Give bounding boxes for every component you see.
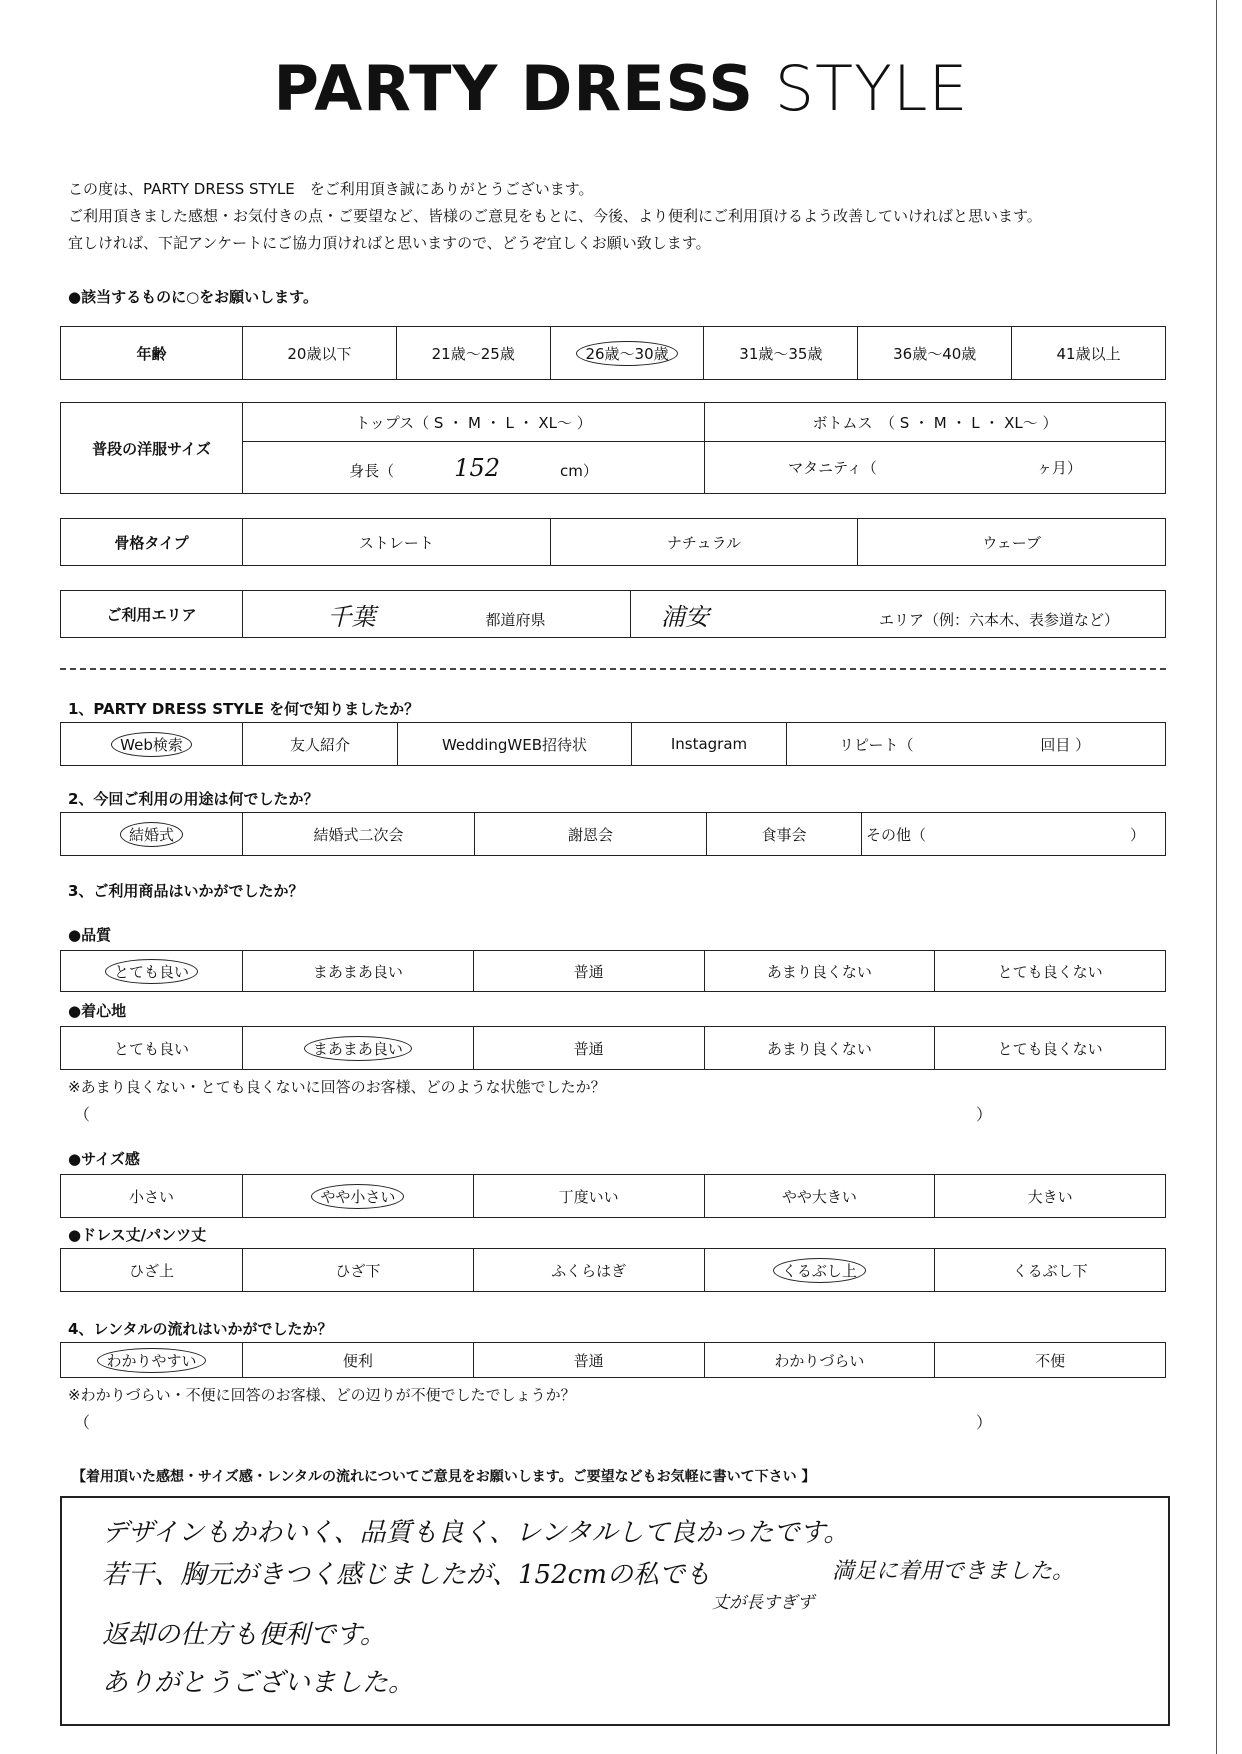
q4-table bbox=[60, 1342, 1166, 1378]
bottoms-size[interactable]: ボトムス （ S ・ M ・ L ・ XL～ ） bbox=[705, 403, 1166, 442]
q1-title: 1、PARTY DRESS STYLE を何で知りましたか？ bbox=[68, 700, 420, 718]
comfort-option[interactable]: とても良い bbox=[61, 1027, 243, 1070]
size-table bbox=[60, 402, 1166, 494]
age-label: 年齢 bbox=[61, 327, 243, 380]
quality-option[interactable]: あまり良くない bbox=[704, 951, 935, 992]
q1-repeat-count[interactable]: 回目 ） bbox=[966, 723, 1166, 766]
comment-box[interactable] bbox=[60, 1496, 1170, 1726]
frame-option[interactable]: ストレート bbox=[243, 519, 551, 566]
quality-option[interactable]: まあまあ良い bbox=[243, 951, 474, 992]
instruction: ●該当するものに○をお願いします。 bbox=[68, 288, 318, 306]
maternity-field[interactable]: マタニティ（ ヶ月） bbox=[705, 442, 1166, 494]
age-option[interactable]: 36歳～40歳 bbox=[858, 327, 1012, 380]
length-option-selected[interactable]: くるぶし上 bbox=[704, 1249, 935, 1292]
age-option-selected[interactable]: 26歳～30歳 bbox=[550, 327, 704, 380]
q2-option-other[interactable]: その他（ bbox=[862, 813, 1012, 856]
frame-option[interactable]: ウェーブ bbox=[858, 519, 1166, 566]
q2-option-selected[interactable]: 結婚式 bbox=[61, 813, 243, 856]
section-divider bbox=[60, 668, 1166, 670]
quality-option[interactable]: とても良くない bbox=[935, 951, 1166, 992]
frame-table bbox=[60, 518, 1166, 566]
quality-option[interactable]: 普通 bbox=[473, 951, 704, 992]
fit-label: ●サイズ感 bbox=[68, 1150, 140, 1168]
age-table bbox=[60, 326, 1166, 380]
q2-option[interactable]: 謝恩会 bbox=[475, 813, 707, 856]
comment-title: 【着用頂いた感想・サイズ感・レンタルの流れについてご意見をお願いします。ご要望などもお気軽に書いて下さい 】 bbox=[72, 1469, 816, 1485]
quality-option-selected[interactable]: とても良い bbox=[61, 951, 243, 992]
tops-size[interactable]: トップス（ S ・ M ・ L ・ XL～ ） bbox=[243, 403, 705, 442]
comment-line-3: 返却の仕方も便利です。 bbox=[102, 1620, 386, 1650]
fit-table bbox=[60, 1174, 1166, 1218]
q1-option-selected[interactable]: Web検索 bbox=[61, 723, 243, 766]
q1-table bbox=[60, 722, 1166, 766]
q3-title: 3、ご利用商品はいかがでしたか？ bbox=[68, 882, 304, 900]
quality-label: ●品質 bbox=[68, 926, 112, 944]
fit-option[interactable]: 小さい bbox=[61, 1175, 243, 1218]
q1-option[interactable]: 友人紹介 bbox=[243, 723, 398, 766]
q4-option[interactable]: わかりづらい bbox=[704, 1343, 935, 1378]
fit-option[interactable]: 丁度いい bbox=[473, 1175, 704, 1218]
area-field[interactable]: 浦安 エリア（例：六本木、表参道など） bbox=[631, 591, 1166, 638]
quality-table bbox=[60, 950, 1166, 992]
comment-insertion: 丈が長すぎず bbox=[712, 1593, 814, 1613]
frame-label: 骨格タイプ bbox=[61, 519, 243, 566]
q4-option[interactable]: 不便 bbox=[935, 1343, 1166, 1378]
length-label: ●ドレス丈/パンツ丈 bbox=[68, 1226, 207, 1244]
q2-option[interactable]: 食事会 bbox=[707, 813, 862, 856]
length-option[interactable]: くるぶし下 bbox=[935, 1249, 1166, 1292]
length-option[interactable]: ひざ上 bbox=[61, 1249, 243, 1292]
q4-answer-open: （ bbox=[74, 1413, 91, 1432]
q2-table bbox=[60, 812, 1166, 856]
age-option[interactable]: 41歳以上 bbox=[1012, 327, 1166, 380]
size-label: 普段の洋服サイズ bbox=[61, 403, 243, 494]
length-table bbox=[60, 1248, 1166, 1292]
intro-line-1: この度は、PARTY DRESS STYLE をご利用頂き誠にありがとうございます。 bbox=[68, 180, 594, 198]
q4-answer-close: ） bbox=[976, 1413, 993, 1432]
comfort-table bbox=[60, 1026, 1166, 1070]
intro-line-3: 宜しければ、下記アンケートにご協力頂ければと思いますので、どうぞ宜しくお願い致します。 bbox=[68, 234, 711, 252]
fit-option[interactable]: やや大きい bbox=[704, 1175, 935, 1218]
frame-option[interactable]: ナチュラル bbox=[550, 519, 858, 566]
q4-option[interactable]: 便利 bbox=[243, 1343, 474, 1378]
fit-option-selected[interactable]: やや小さい bbox=[243, 1175, 474, 1218]
q2-other-close[interactable]: ） bbox=[1012, 813, 1166, 856]
length-option[interactable]: ひざ下 bbox=[243, 1249, 474, 1292]
age-option[interactable]: 21歳～25歳 bbox=[396, 327, 550, 380]
comfort-option[interactable]: あまり良くない bbox=[704, 1027, 935, 1070]
q1-option[interactable]: WeddingWEB招待状 bbox=[398, 723, 632, 766]
q4-option-selected[interactable]: わかりやすい bbox=[61, 1343, 243, 1378]
age-option[interactable]: 31歳～35歳 bbox=[704, 327, 858, 380]
q1-option-repeat[interactable]: リピート（ bbox=[787, 723, 966, 766]
comfort-label: ●着心地 bbox=[68, 1002, 127, 1020]
prefecture-field[interactable]: 千葉 都道府県 bbox=[243, 591, 631, 638]
q2-title: 2、今回ご利用の用途は何でしたか？ bbox=[68, 790, 319, 808]
fit-option[interactable]: 大きい bbox=[935, 1175, 1166, 1218]
q4-title: 4、レンタルの流れはいかがでしたか？ bbox=[68, 1320, 333, 1338]
q4-option[interactable]: 普通 bbox=[473, 1343, 704, 1378]
intro-line-2: ご利用頂きました感想・お気付きの点・ご要望など、皆様のご意見をもとに、今後、より便利にご利用頂けるよう改善していければと思います。 bbox=[68, 207, 1042, 225]
area-table bbox=[60, 590, 1166, 638]
comfort-option[interactable]: とても良くない bbox=[935, 1027, 1166, 1070]
comment-line-1: デザインもかわいく、品質も良く、レンタルして良かったです。 bbox=[102, 1518, 850, 1548]
comfort-option-selected[interactable]: まあまあ良い bbox=[243, 1027, 474, 1070]
q4-note: ※わかりづらい・不便に回答のお客様、どの辺りが不便でしたでしょうか？ bbox=[68, 1386, 576, 1404]
comfort-answer-open: （ bbox=[74, 1105, 91, 1124]
age-option[interactable]: 20歳以下 bbox=[243, 327, 397, 380]
area-label: ご利用エリア bbox=[61, 591, 243, 638]
comfort-answer-close: ） bbox=[976, 1105, 993, 1124]
comfort-option[interactable]: 普通 bbox=[473, 1027, 704, 1070]
height-field[interactable]: 身長（ 152 cm） bbox=[243, 442, 705, 494]
q1-option[interactable]: Instagram bbox=[632, 723, 787, 766]
brand-title: PARTY DRESS STYLE bbox=[273, 52, 969, 125]
comment-line-2: 若干、胸元がきつく感じましたが、152cmの私でも bbox=[102, 1560, 711, 1590]
comment-line-4: ありがとうございました。 bbox=[102, 1668, 415, 1698]
scan-edge-line bbox=[1216, 0, 1217, 1754]
q2-option[interactable]: 結婚式二次会 bbox=[243, 813, 475, 856]
comfort-note: ※あまり良くない・とても良くないに回答のお客様、どのような状態でしたか？ bbox=[68, 1078, 606, 1096]
length-option[interactable]: ふくらはぎ bbox=[473, 1249, 704, 1292]
intro-text bbox=[68, 176, 1042, 257]
comment-line-2b: 満足に着用できました。 bbox=[832, 1559, 1075, 1584]
